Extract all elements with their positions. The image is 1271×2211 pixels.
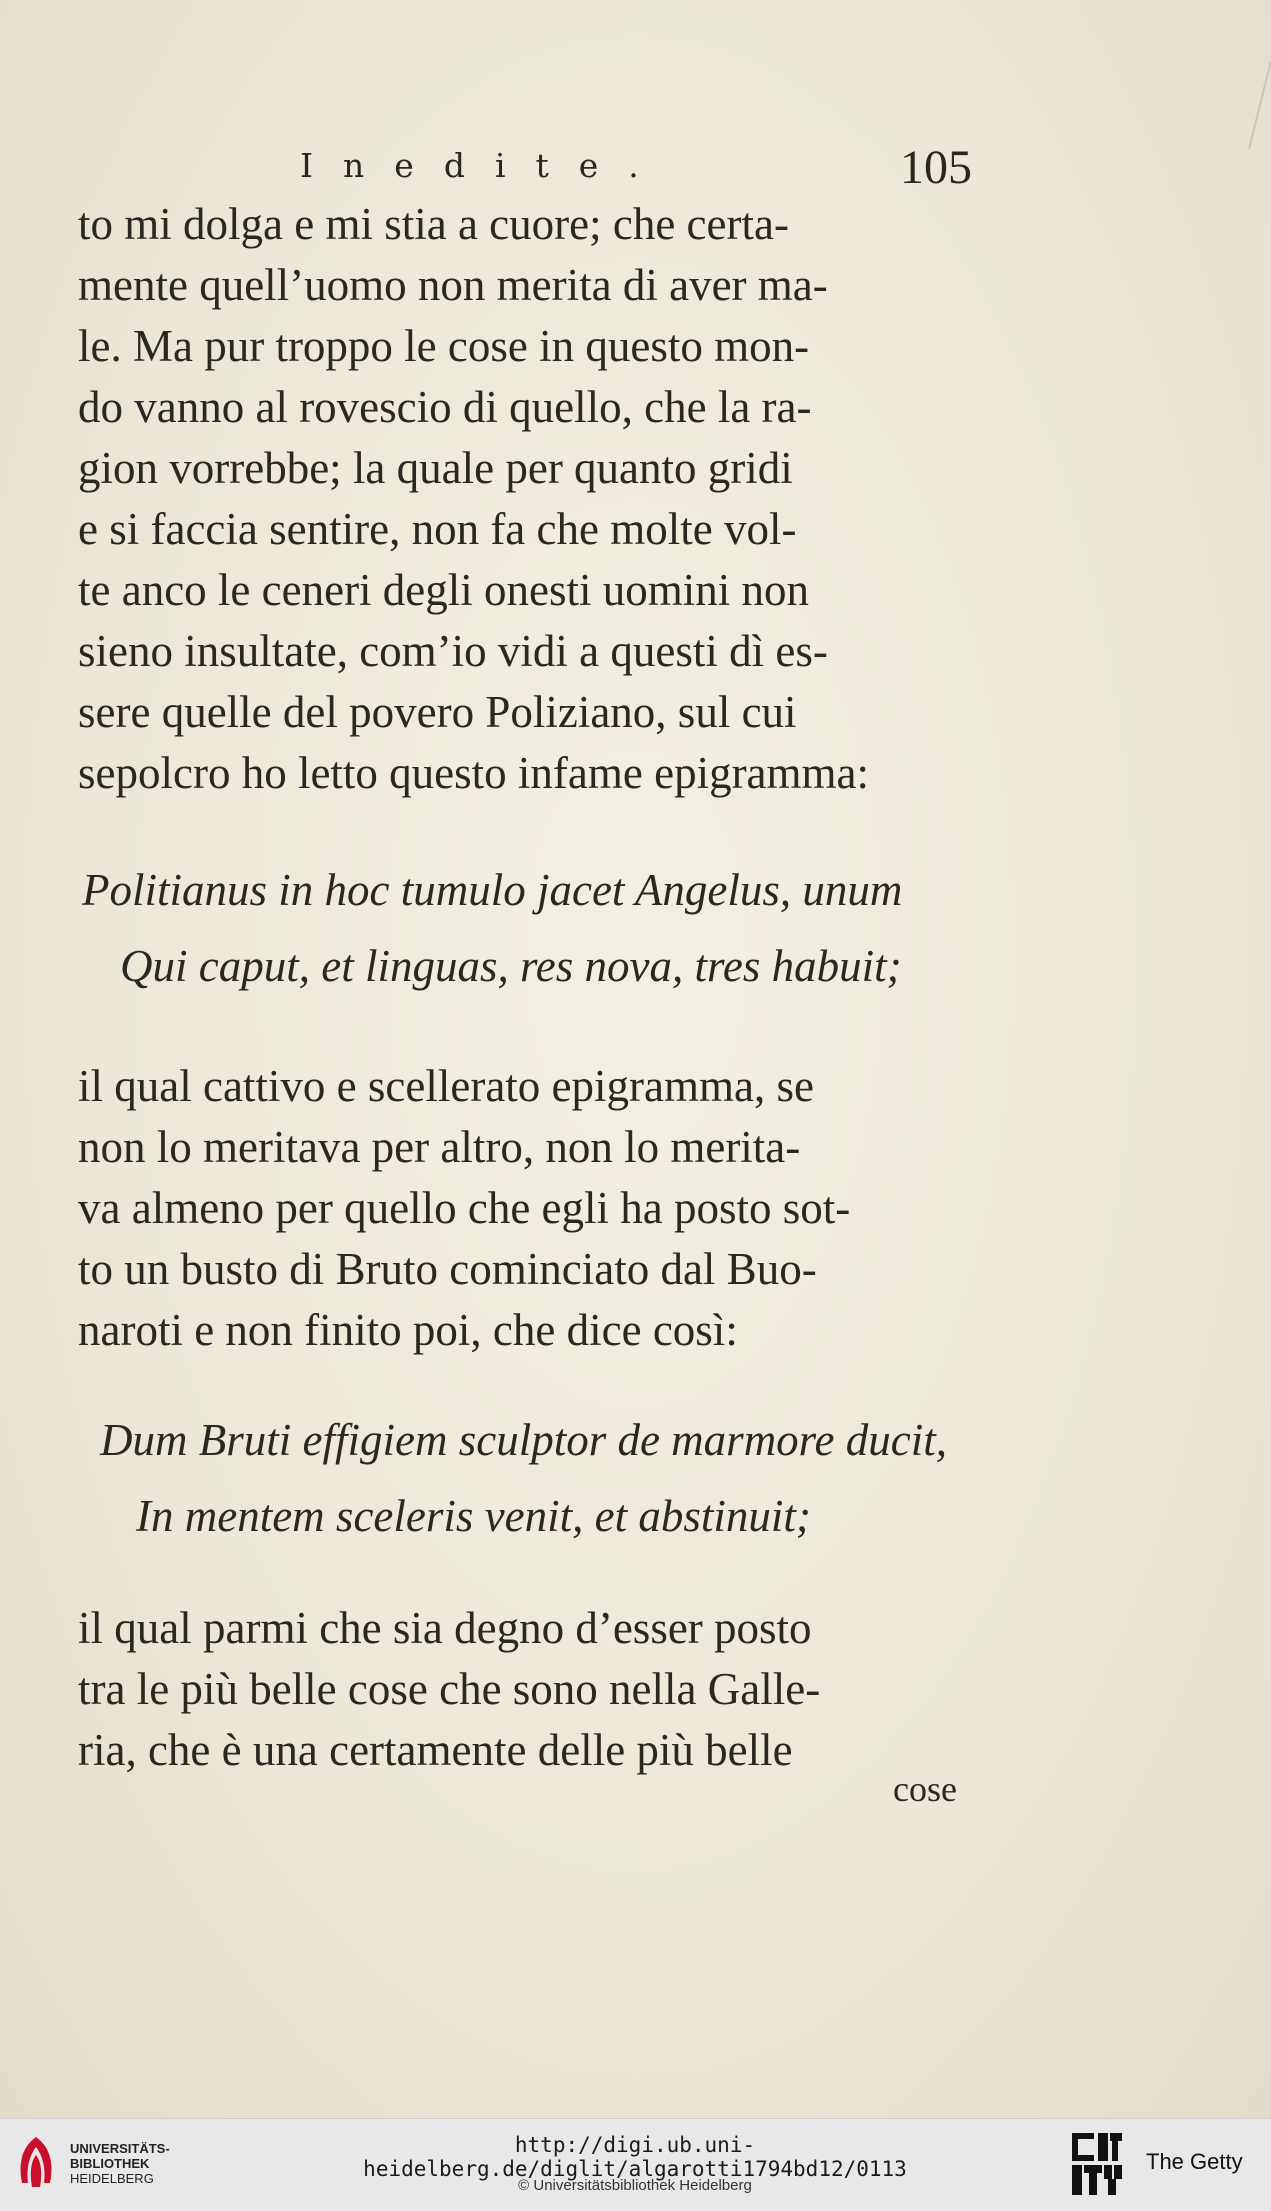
text-line: to un busto di Bruto cominciato dal Buo-	[78, 1244, 817, 1294]
running-head: Inedite.	[300, 146, 669, 185]
viewer-footer	[0, 2118, 1271, 2211]
page-number: 105	[900, 141, 972, 194]
text-line: e si faccia sentire, non fa che molte vol-	[78, 504, 797, 554]
text-line: gion vorrebbe; la quale per quanto gridi	[78, 443, 793, 493]
verse-line: Politianus in hoc tumulo jacet Angelus, unum	[82, 865, 903, 915]
text-line: sieno insultate, com’io vidi a questi dì es-	[78, 626, 828, 676]
verse-line: In mentem sceleris venit, et abstinuit;	[136, 1491, 811, 1541]
text-line: sepolcro ho letto questo infame epigramma:	[78, 748, 870, 798]
text-line: te anco le ceneri degli onesti uomini non	[78, 565, 810, 615]
verse-line: Qui caput, et linguas, res nova, tres habuit;	[120, 941, 902, 991]
text-line: il qual parmi che sia degno d’esser posto	[78, 1603, 812, 1653]
verse-line: Dum Bruti effigiem sculptor de marmore ducit,	[100, 1415, 947, 1465]
library-name	[70, 2141, 170, 2186]
text-line: mente quell’uomo non merita di aver ma-	[78, 260, 828, 310]
university-library-logo-icon	[12, 2133, 60, 2193]
library-name-line: UNIVERSITÄTS-	[70, 2141, 170, 2156]
text-line: il qual cattivo e scellerato epigramma, se	[78, 1061, 814, 1111]
library-name-line: BIBLIOTHEK	[70, 2156, 150, 2171]
text-line: to mi dolga e mi stia a cuore; che certa-	[78, 199, 789, 249]
text-line: non lo meritava per altro, non lo merita-	[78, 1122, 801, 1172]
page-crease	[1248, 61, 1271, 149]
library-name-line: HEIDELBERG	[70, 2171, 154, 2186]
catchword: cose	[893, 1769, 957, 1809]
partner-name: The Getty	[1146, 2149, 1243, 2174]
text-line: tra le più belle cose che sono nella Galle-	[78, 1664, 821, 1714]
page-header	[0, 140, 1271, 200]
text-line: naroti e non finito poi, che dice così:	[78, 1305, 738, 1355]
getty-logo-icon	[1070, 2131, 1124, 2197]
copyright-notice: © Universitätsbibliothek Heidelberg	[518, 2177, 752, 2194]
text-line: le. Ma pur troppo le cose in questo mon-	[78, 321, 810, 371]
text-line: do vanno al rovescio di quello, che la ra-	[78, 382, 812, 432]
text-line: sere quelle del povero Poliziano, sul cui	[78, 687, 797, 737]
text-line: ria, che è una certamente delle più belle	[78, 1725, 793, 1775]
permalink-url[interactable]: http://digi.ub.uni-heidelberg.de/diglit/algarotti1794bd12/0113	[363, 2133, 907, 2181]
text-line: va almeno per quello che egli ha posto sot-	[78, 1183, 851, 1233]
